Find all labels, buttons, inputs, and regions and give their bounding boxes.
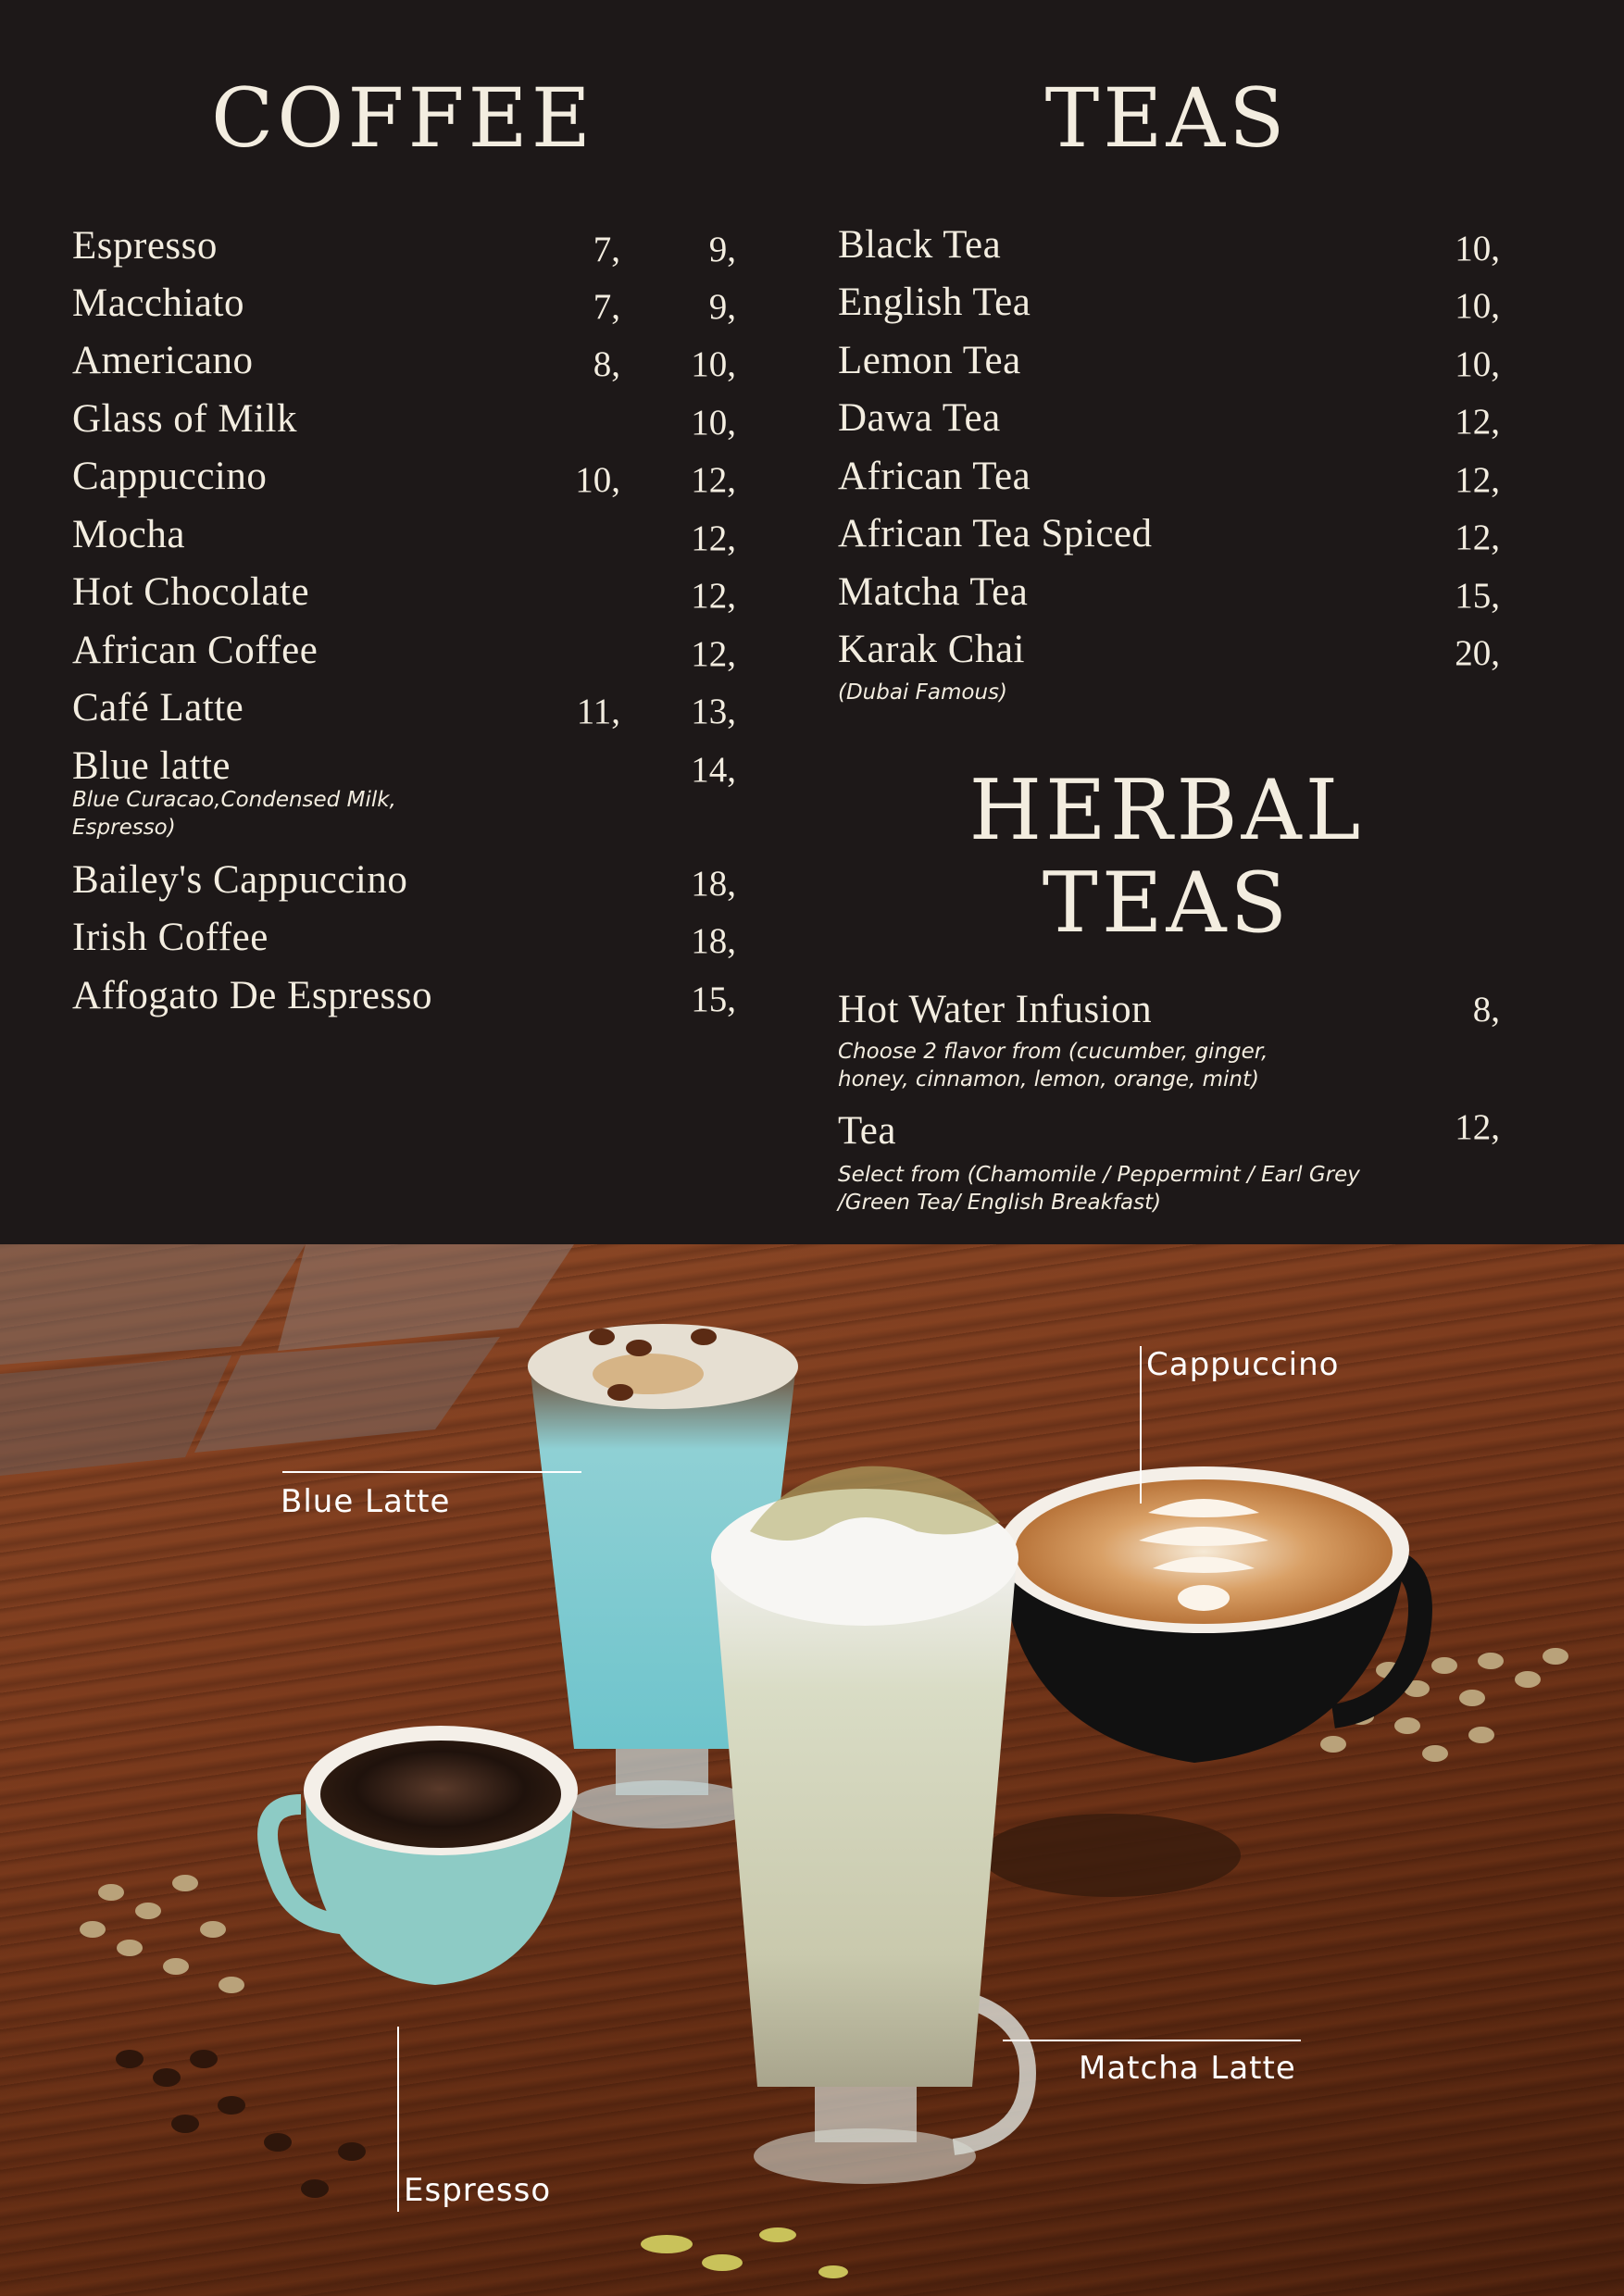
tea-item-price: 20,: [1455, 633, 1500, 673]
herbal-item-note: /Green Tea/ English Breakfast): [838, 1191, 1162, 1215]
tea-item-name: African Tea Spiced: [838, 512, 1153, 555]
tea-item-name: English Tea: [838, 281, 1031, 324]
blue-latte-label: Blue Latte: [281, 1483, 451, 1520]
herbal-item-note: Select from (Chamomile / Peppermint / Earl Grey: [838, 1163, 1360, 1187]
coffee-item-price-small: 7,: [593, 287, 620, 327]
coffee-item-name: Americano: [72, 339, 254, 382]
coffee-item-price-large: 15,: [691, 980, 736, 1019]
herbal-item-name: Tea: [838, 1109, 896, 1153]
matcha-sprinkle: [641, 2227, 848, 2278]
herbal-item-price: 12,: [1455, 1107, 1500, 1147]
coffee-item-name: Irish Coffee: [72, 916, 269, 959]
tea-item-price: 10,: [1455, 344, 1500, 384]
coffee-item-price-large: 12,: [691, 460, 736, 500]
coffee-item-price-large: 13,: [691, 692, 736, 731]
ground-coffee: [981, 1814, 1241, 1897]
cappuccino-label: Cappuccino: [1146, 1346, 1340, 1383]
matcha-latte-label: Matcha Latte: [1079, 2050, 1296, 2087]
coffee-item-price-small: 7,: [593, 230, 620, 269]
herbal-item-note: honey, cinnamon, lemon, orange, mint): [838, 1067, 1259, 1092]
tea-item-name: African Tea: [838, 455, 1031, 498]
tea-item-price: 12,: [1455, 460, 1500, 500]
tea-item-name: Matcha Tea: [838, 570, 1029, 614]
coffee-item-price-small: 10,: [575, 460, 620, 500]
drinks-photo: [0, 1244, 1624, 2296]
coffee-item-name: Mocha: [72, 513, 185, 556]
coffee-item-note: Blue Curacao,Condensed Milk,: [72, 788, 396, 812]
coffee-item-price-large: 14,: [691, 750, 736, 790]
herbal-item-price: 8,: [1472, 990, 1500, 1029]
coffee-item-price-large: 18,: [691, 864, 736, 904]
coffee-item-price-large: 10,: [691, 344, 736, 384]
coffee-item-price-large: 9,: [708, 230, 736, 269]
coffee-item-price-large: 12,: [691, 576, 736, 616]
coffee-item-price-large: 12,: [691, 634, 736, 674]
coffee-item-name: Bailey's Cappuccino: [72, 858, 408, 902]
coffee-item-name: Blue latte: [72, 744, 231, 788]
coffee-item-name: Cappuccino: [72, 455, 268, 498]
tea-item-note: (Dubai Famous): [838, 680, 1007, 705]
espresso-label: Espresso: [404, 2172, 552, 2209]
coffee-item-name: African Coffee: [72, 629, 319, 672]
coffee-item-price-large: 18,: [691, 921, 736, 961]
coffee-item-name: Espresso: [72, 224, 218, 268]
herbal-teas-heading: [838, 762, 1495, 952]
coffee-item-price-large: 12,: [691, 518, 736, 558]
tile-background: [0, 1244, 574, 1476]
herbal-item-note: Choose 2 flavor from (cucumber, ginger,: [838, 1040, 1268, 1064]
coffee-item-name: Hot Chocolate: [72, 570, 310, 614]
tea-item-name: Lemon Tea: [838, 339, 1021, 382]
coffee-item-name: Affogato De Espresso: [72, 974, 432, 1017]
drinks-illustration: [0, 1244, 1624, 2296]
tea-item-name: Dawa Tea: [838, 396, 1001, 440]
coffee-item-price-large: 9,: [708, 287, 736, 327]
tea-item-name: Karak Chai: [838, 628, 1026, 671]
coffee-item-name: Café Latte: [72, 686, 244, 730]
tea-item-price: 10,: [1455, 229, 1500, 268]
tea-item-price: 15,: [1455, 576, 1500, 616]
matcha-latte-glass: [711, 1466, 1028, 2184]
herbal-item-name: Hot Water Infusion: [838, 988, 1153, 1031]
tea-item-price: 12,: [1455, 518, 1500, 557]
herbal-heading-line: TEAS: [1042, 855, 1292, 952]
teas-heading: TEAS: [1044, 70, 1289, 166]
tea-item-price: 12,: [1455, 402, 1500, 442]
tea-item-price: 10,: [1455, 286, 1500, 326]
coffee-item-note: Espresso): [72, 816, 176, 840]
coffee-item-price-large: 10,: [691, 403, 736, 443]
coffee-heading: COFFEE: [210, 70, 595, 166]
tea-item-name: Black Tea: [838, 223, 1002, 267]
coffee-item-price-small: 8,: [593, 344, 620, 384]
herbal-heading-line: HERBAL: [968, 762, 1365, 859]
cappuccino-cup: [998, 1466, 1420, 1763]
espresso-cup: [268, 1726, 578, 1985]
coffee-item-name: Macchiato: [72, 281, 244, 325]
coffee-item-name: Glass of Milk: [72, 397, 297, 441]
coffee-item-price-small: 11,: [576, 692, 620, 731]
